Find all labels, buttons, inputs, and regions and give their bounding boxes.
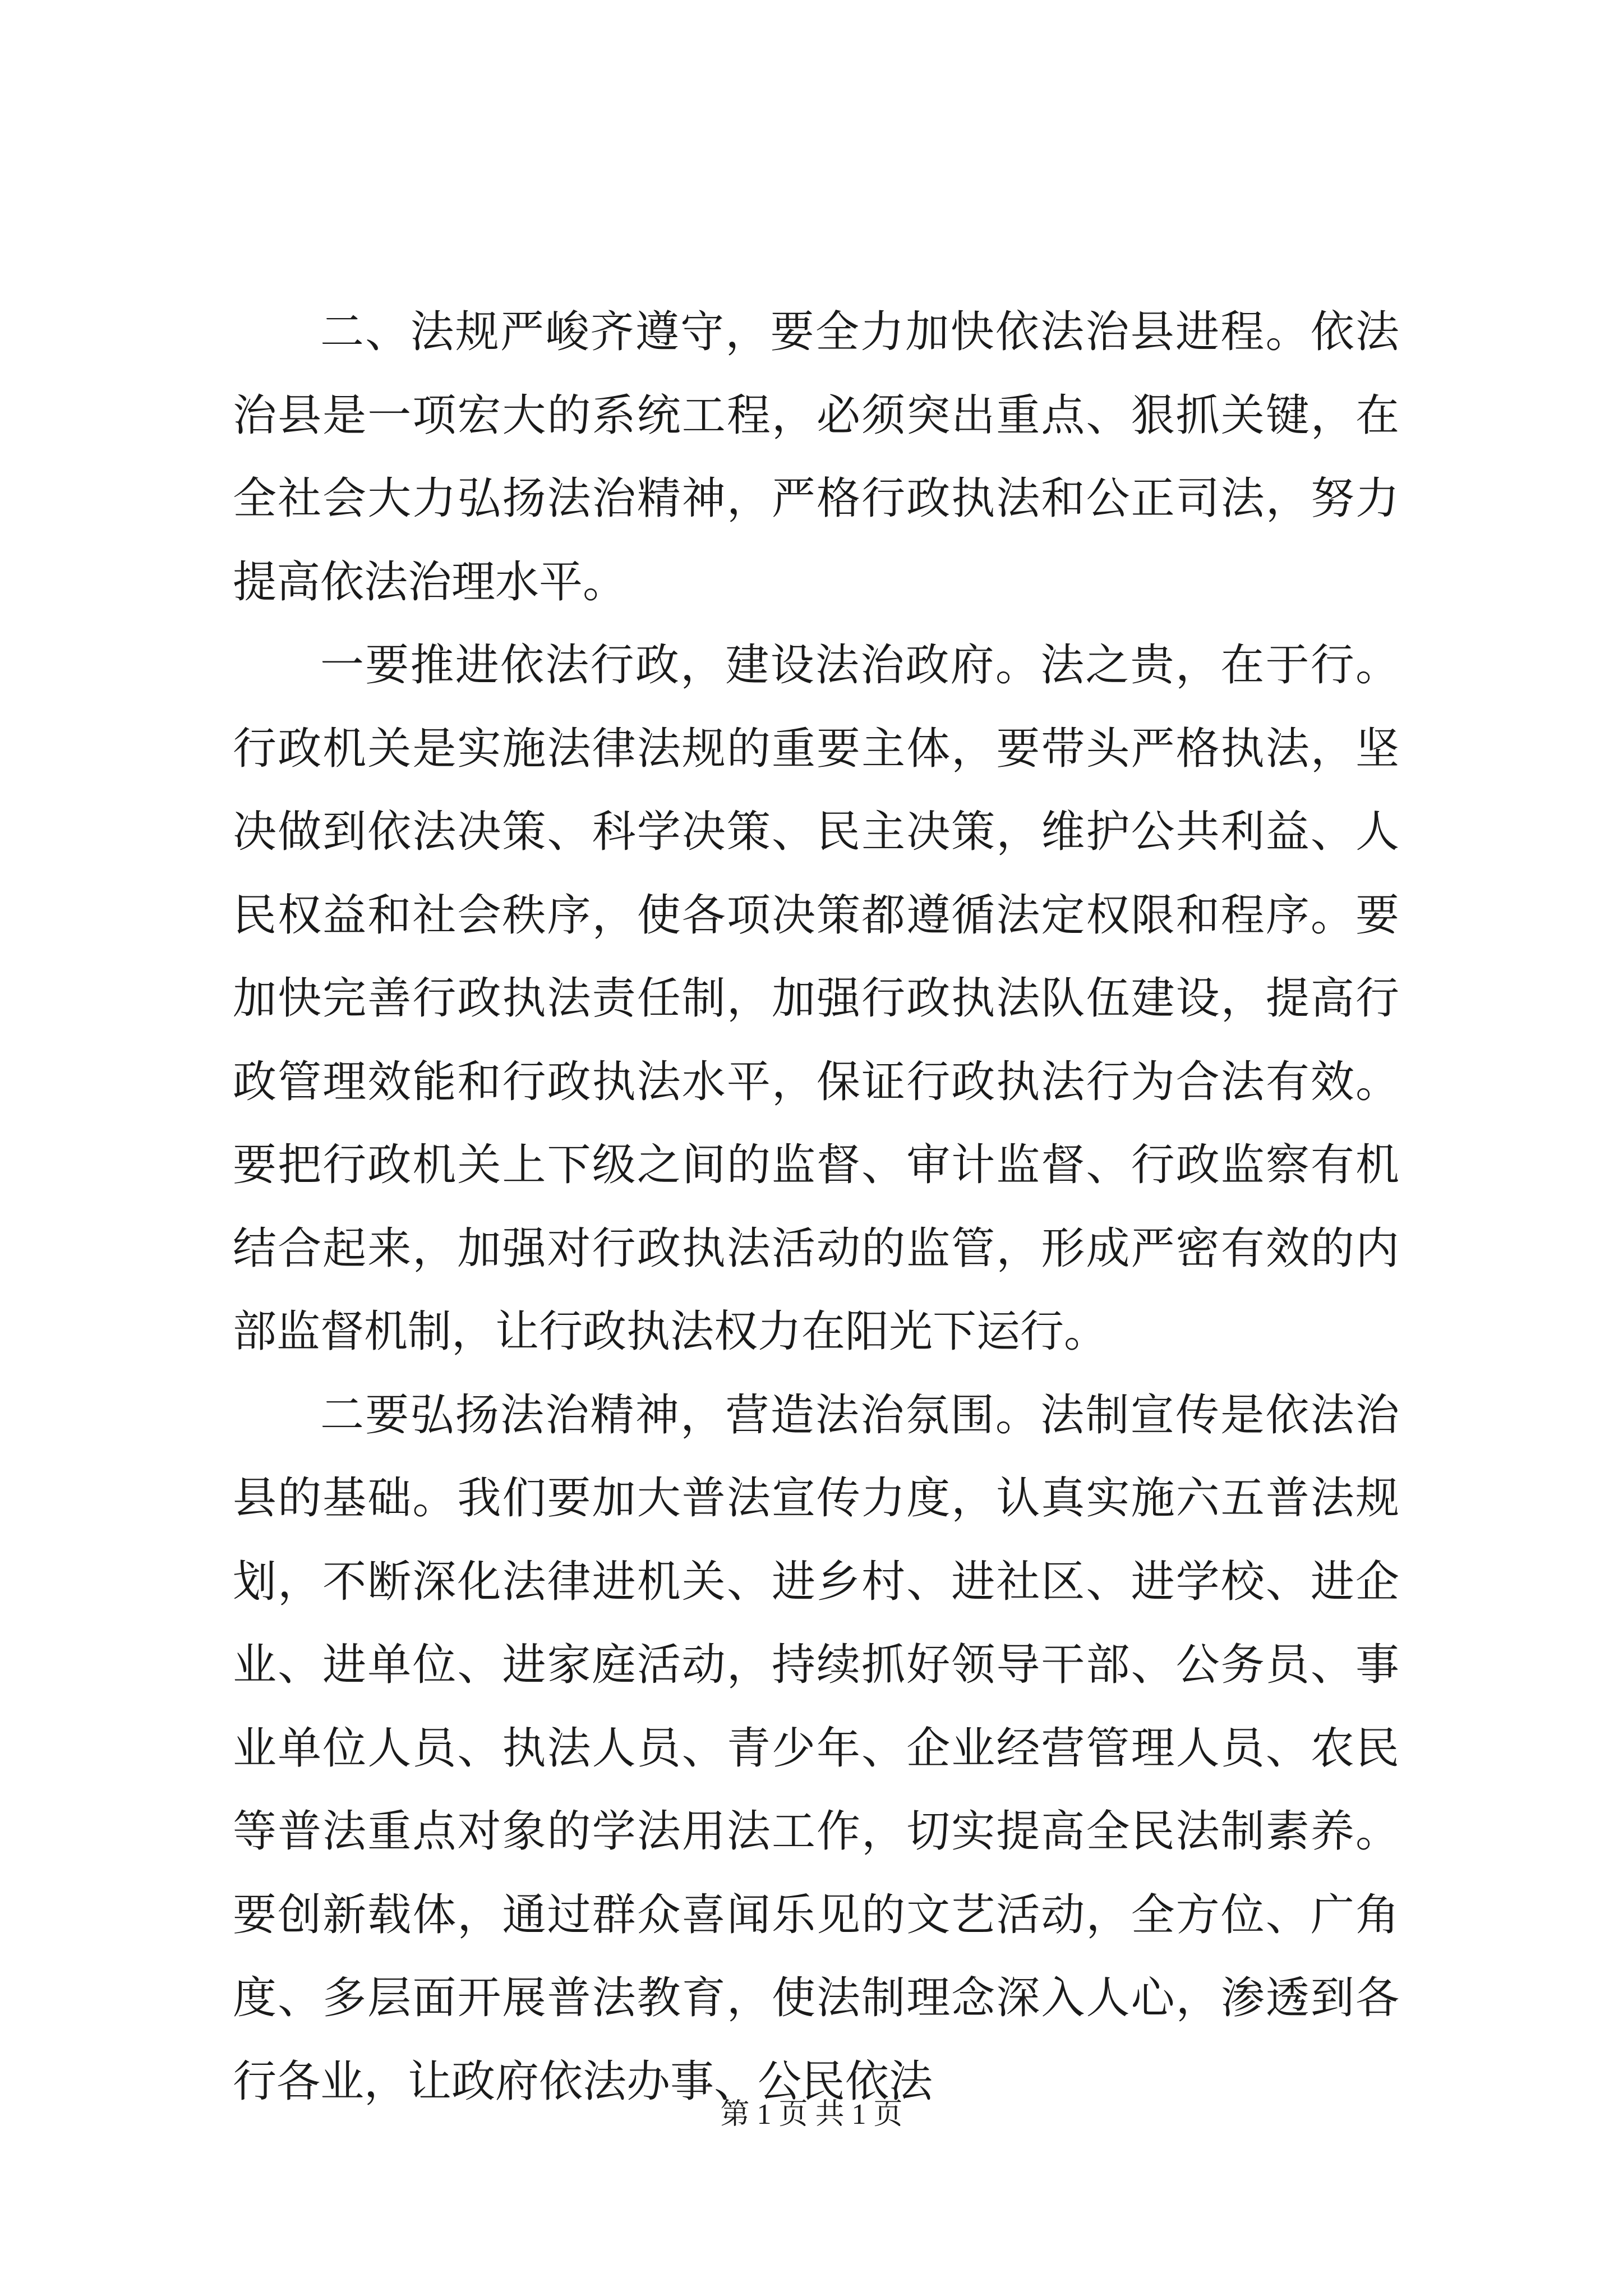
paragraph-section-two: 二、法规严峻齐遵守，要全力加快依法治县进程。依法治县是一项宏大的系统工程，必须突出重点、狠抓关键，在全社会大力弘扬法治精神，严格行政执法和公正司法，努力提高依法治理水平。 <box>233 307 1399 608</box>
page-footer: 第 1 页 共 1 页 <box>720 2099 903 2131</box>
paragraph-rule-of-law-spirit: 二要弘扬法治精神，营造法治氛围。法制宣传是依法治县的基础。我们要加大普法宣传力度，认真实施六五普法规划，不断深化法律进机关、进乡村、进社区、进学校、进企业、进单位、进家庭活动，持续抓好领导干部、公务员、事业单位人员、执法人员、青少年、企业经营管理人员、农民等普法重点对象的学法用法工作，切实提高全民法制素养。要创新载体，通过群众喜闻乐见的文艺活动，全方位、广角度、多层面开展普法教育，使法制理念深入人心，渗透到各行各业，让政府依法办事、公民依法 <box>233 1389 1399 2107</box>
document-body <box>233 291 1399 2123</box>
paragraph-law-based-administration: 一要推进依法行政，建设法治政府。法之贵，在于行。行政机关是实施法律法规的重要主体，要带头严格执法，坚决做到依法决策、科学决策、民主决策，维护公共利益、人民权益和社会秩序，使各项决策都遵循法定权限和程序。要加快完善行政执法责任制，加强行政执法队伍建设，提高行政管理效能和行政执法水平，保证行政执法行为合法有效。要把行政机关上下级之间的监督、审计监督、行政监察有机结合起来，加强对行政执法活动的监管，形成严密有效的内部监督机制，让行政执法权力在阳光下运行。 <box>233 640 1399 1357</box>
